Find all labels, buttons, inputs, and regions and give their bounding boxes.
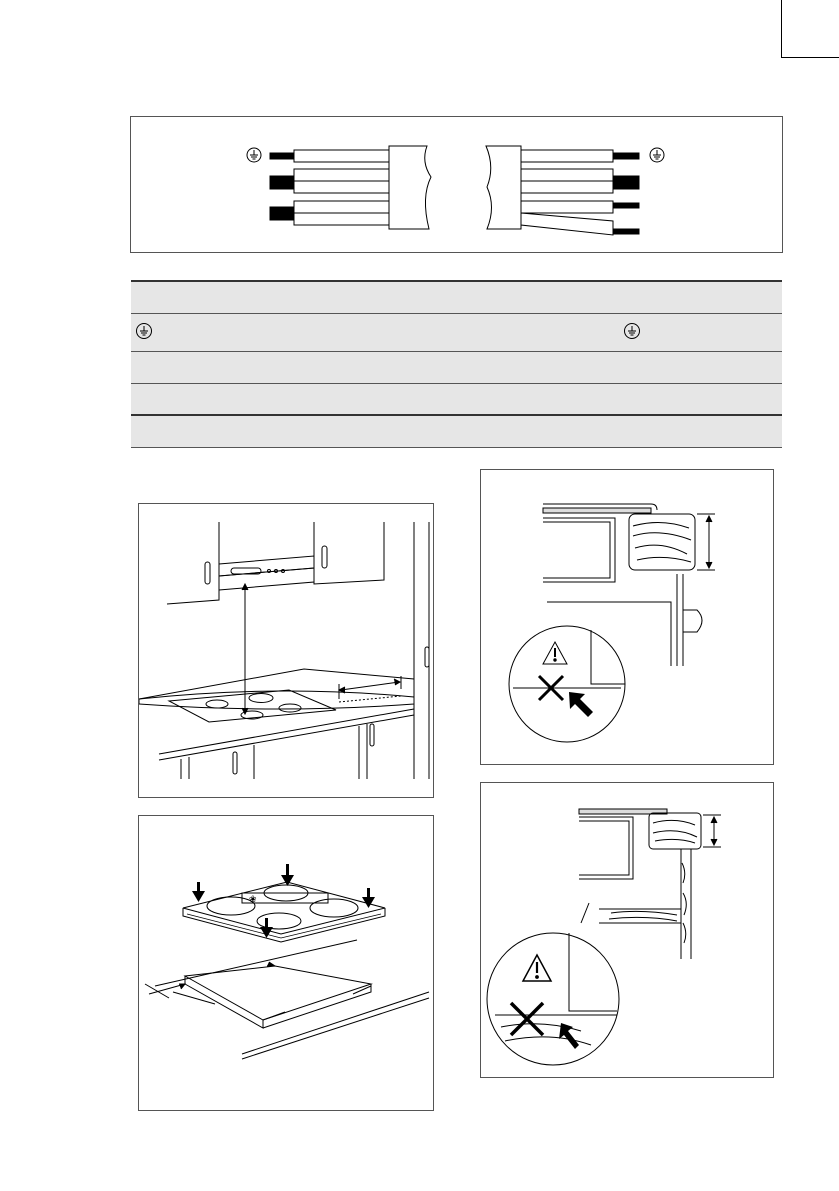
cross-icon bbox=[511, 1003, 543, 1035]
arrow-icon bbox=[559, 1023, 579, 1049]
right-cable-group bbox=[486, 146, 639, 235]
hood-distance-figure bbox=[138, 503, 434, 798]
table-row bbox=[131, 384, 782, 416]
worktop-shelf-figure bbox=[480, 782, 774, 1078]
earth-symbol-icon bbox=[650, 148, 664, 162]
table-row bbox=[131, 352, 782, 384]
crop-mark-horizontal bbox=[781, 57, 839, 58]
svg-text:❀: ❀ bbox=[249, 895, 257, 905]
hob-insertion-figure bbox=[138, 815, 434, 1111]
left-cable-group bbox=[270, 146, 431, 229]
earth-symbol-icon bbox=[623, 322, 641, 340]
worktop-front-panel-figure bbox=[480, 469, 774, 765]
arrow-icon bbox=[569, 692, 593, 717]
wood-block bbox=[649, 813, 701, 849]
wiring-figure bbox=[130, 116, 783, 253]
table-header-row bbox=[131, 280, 782, 314]
connection-table bbox=[131, 280, 782, 448]
table-row bbox=[131, 416, 782, 448]
warning-triangle-icon bbox=[543, 642, 567, 664]
earth-symbol-icon bbox=[247, 148, 261, 162]
crop-mark-vertical bbox=[781, 0, 782, 58]
label-plate-icon bbox=[242, 893, 328, 905]
earth-symbol-icon bbox=[135, 322, 153, 340]
table-row bbox=[131, 314, 782, 352]
warning-triangle-icon bbox=[523, 955, 551, 981]
wood-block bbox=[629, 514, 695, 570]
